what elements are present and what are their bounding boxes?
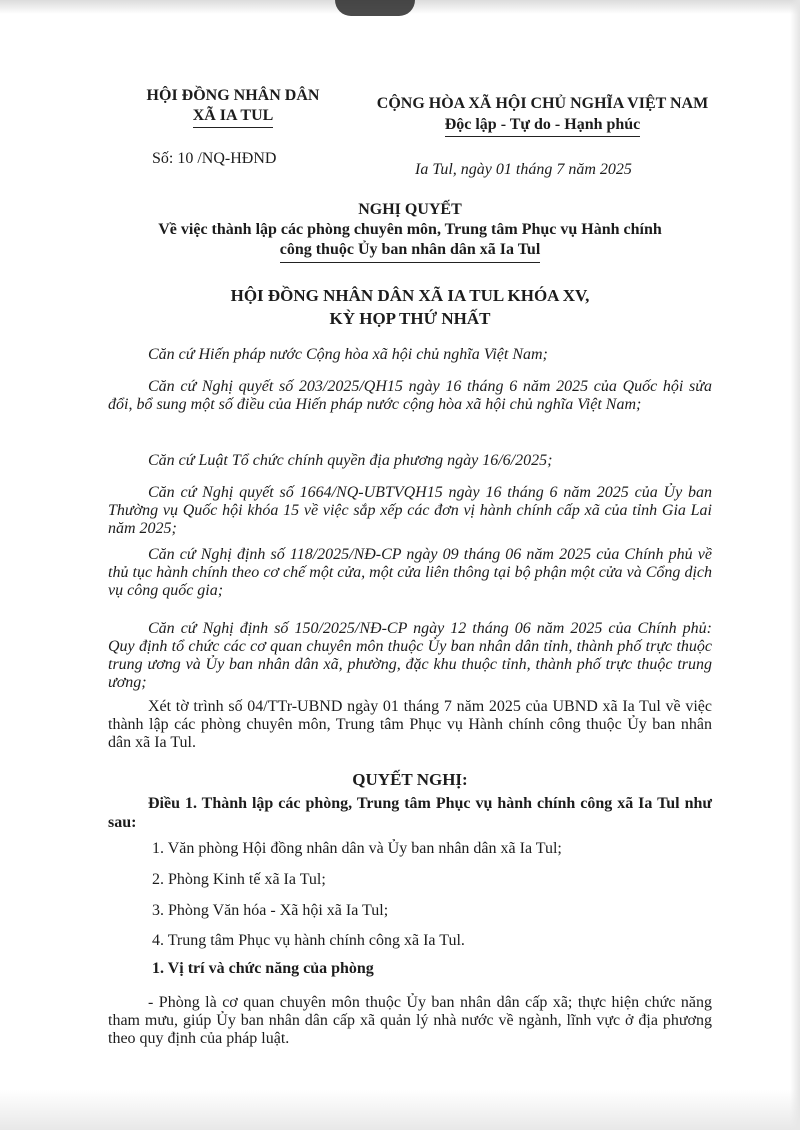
basis-paragraph: Căn cứ Nghị quyết số 203/2025/QH15 ngày 16 tháng 6 năm 2025 của Quốc hội sửa đổi, bổ sung một số điều của Hiến pháp nước cộng hòa xã hội chủ nghĩa Việt Nam; [108,378,712,413]
subject-line2: công thuộc Ủy ban nhân dân xã Ia Tul [280,240,541,263]
agency-line2: XÃ IA TUL [193,106,274,128]
doc-type: NGHỊ QUYẾT [358,201,462,218]
consideration-paragraph: Xét tờ trình số 04/TTr-UBND ngày 01 tháng 7 năm 2025 của UBND xã Ia Tul về việc thành lập các phòng chuyên môn, Trung tâm Phục vụ Hành chính công thuộc Ủy ban nhân dân xã Ia Tul. [108,698,712,751]
scan-shadow-bottom [0,1090,800,1130]
council-line1: HỘI ĐỒNG NHÂN DÂN XÃ IA TUL KHÓA XV, [230,286,590,305]
section-1-text: - Phòng là cơ quan chuyên môn thuộc Ủy ban nhân dân cấp xã; thực hiện chức năng tham mưu, giúp Ủy ban nhân dân cấp xã quản lý nhà nước về ngành, lĩnh vực ở địa phương theo quy định của pháp luật. [108,994,712,1047]
scan-hole-mark [335,0,415,16]
basis-paragraph: Căn cứ Nghị quyết số 1664/NQ-UBTVQH15 ngày 16 tháng 6 năm 2025 của Ủy ban Thường vụ Quốc hội khóa 15 về việc sắp xếp các đơn vị hành chính cấp xã của tỉnh Gia Lai năm 2025; [108,484,712,537]
section-1-heading: 1. Vị trí và chức năng của phòng [152,960,374,977]
decision-heading: QUYẾT NGHỊ: [352,770,468,789]
agency-line1: HỘI ĐỒNG NHÂN DÂN [146,87,320,104]
subject-line1: Về việc thành lập các phòng chuyên môn, Trung tâm Phục vụ Hành chính [158,221,662,238]
list-item: 3. Phòng Văn hóa - Xã hội xã Ia Tul; [152,902,389,919]
basis-paragraph: Căn cứ Nghị định số 150/2025/NĐ-CP ngày 12 tháng 06 năm 2025 của Chính phủ: Quy định tổ chức các cơ quan chuyên môn thuộc Ủy ban nhân dân tỉnh, thành phố trực thuộc trung ương và Ủy ban nhân dân xã, phường, đặc khu thuộc tỉnh, thành phố trực thuộc trung ương; [108,620,712,691]
nation-motto: Độc lập - Tự do - Hạnh phúc [445,114,641,137]
council-heading [70,284,750,330]
scan-shadow-right [790,0,800,1130]
document-number: Số: 10 /NQ-HĐND [152,150,277,167]
document-title [70,200,750,263]
national-header [355,93,730,137]
basis-paragraph: Căn cứ Luật Tổ chức chính quyền địa phương ngày 16/6/2025; [148,452,553,469]
article-1-heading: Điều 1. Thành lập các phòng, Trung tâm Phục vụ hành chính công xã Ia Tul như sau: [108,795,712,831]
basis-paragraph: Căn cứ Nghị định số 118/2025/NĐ-CP ngày 09 tháng 06 năm 2025 của Chính phủ về thủ tục hành chính theo cơ chế một cửa, một cửa liên thông tại bộ phận một cửa và Cổng dịch vụ công quốc gia; [108,546,712,599]
list-item: 2. Phòng Kinh tế xã Ia Tul; [152,871,326,888]
document-date: Ia Tul, ngày 01 tháng 7 năm 2025 [415,161,632,178]
list-item: 4. Trung tâm Phục vụ hành chính công xã Ia Tul. [152,932,465,949]
list-item: 1. Văn phòng Hội đồng nhân dân và Ủy ban nhân dân xã Ia Tul; [152,840,562,857]
basis-paragraph: Căn cứ Hiến pháp nước Cộng hòa xã hội chủ nghĩa Việt Nam; [148,346,548,363]
nation-line1: CỘNG HÒA XÃ HỘI CHỦ NGHĨA VIỆT NAM [376,95,709,112]
issuing-agency [108,86,358,128]
council-line2: KỲ HỌP THỨ NHẤT [329,309,491,328]
